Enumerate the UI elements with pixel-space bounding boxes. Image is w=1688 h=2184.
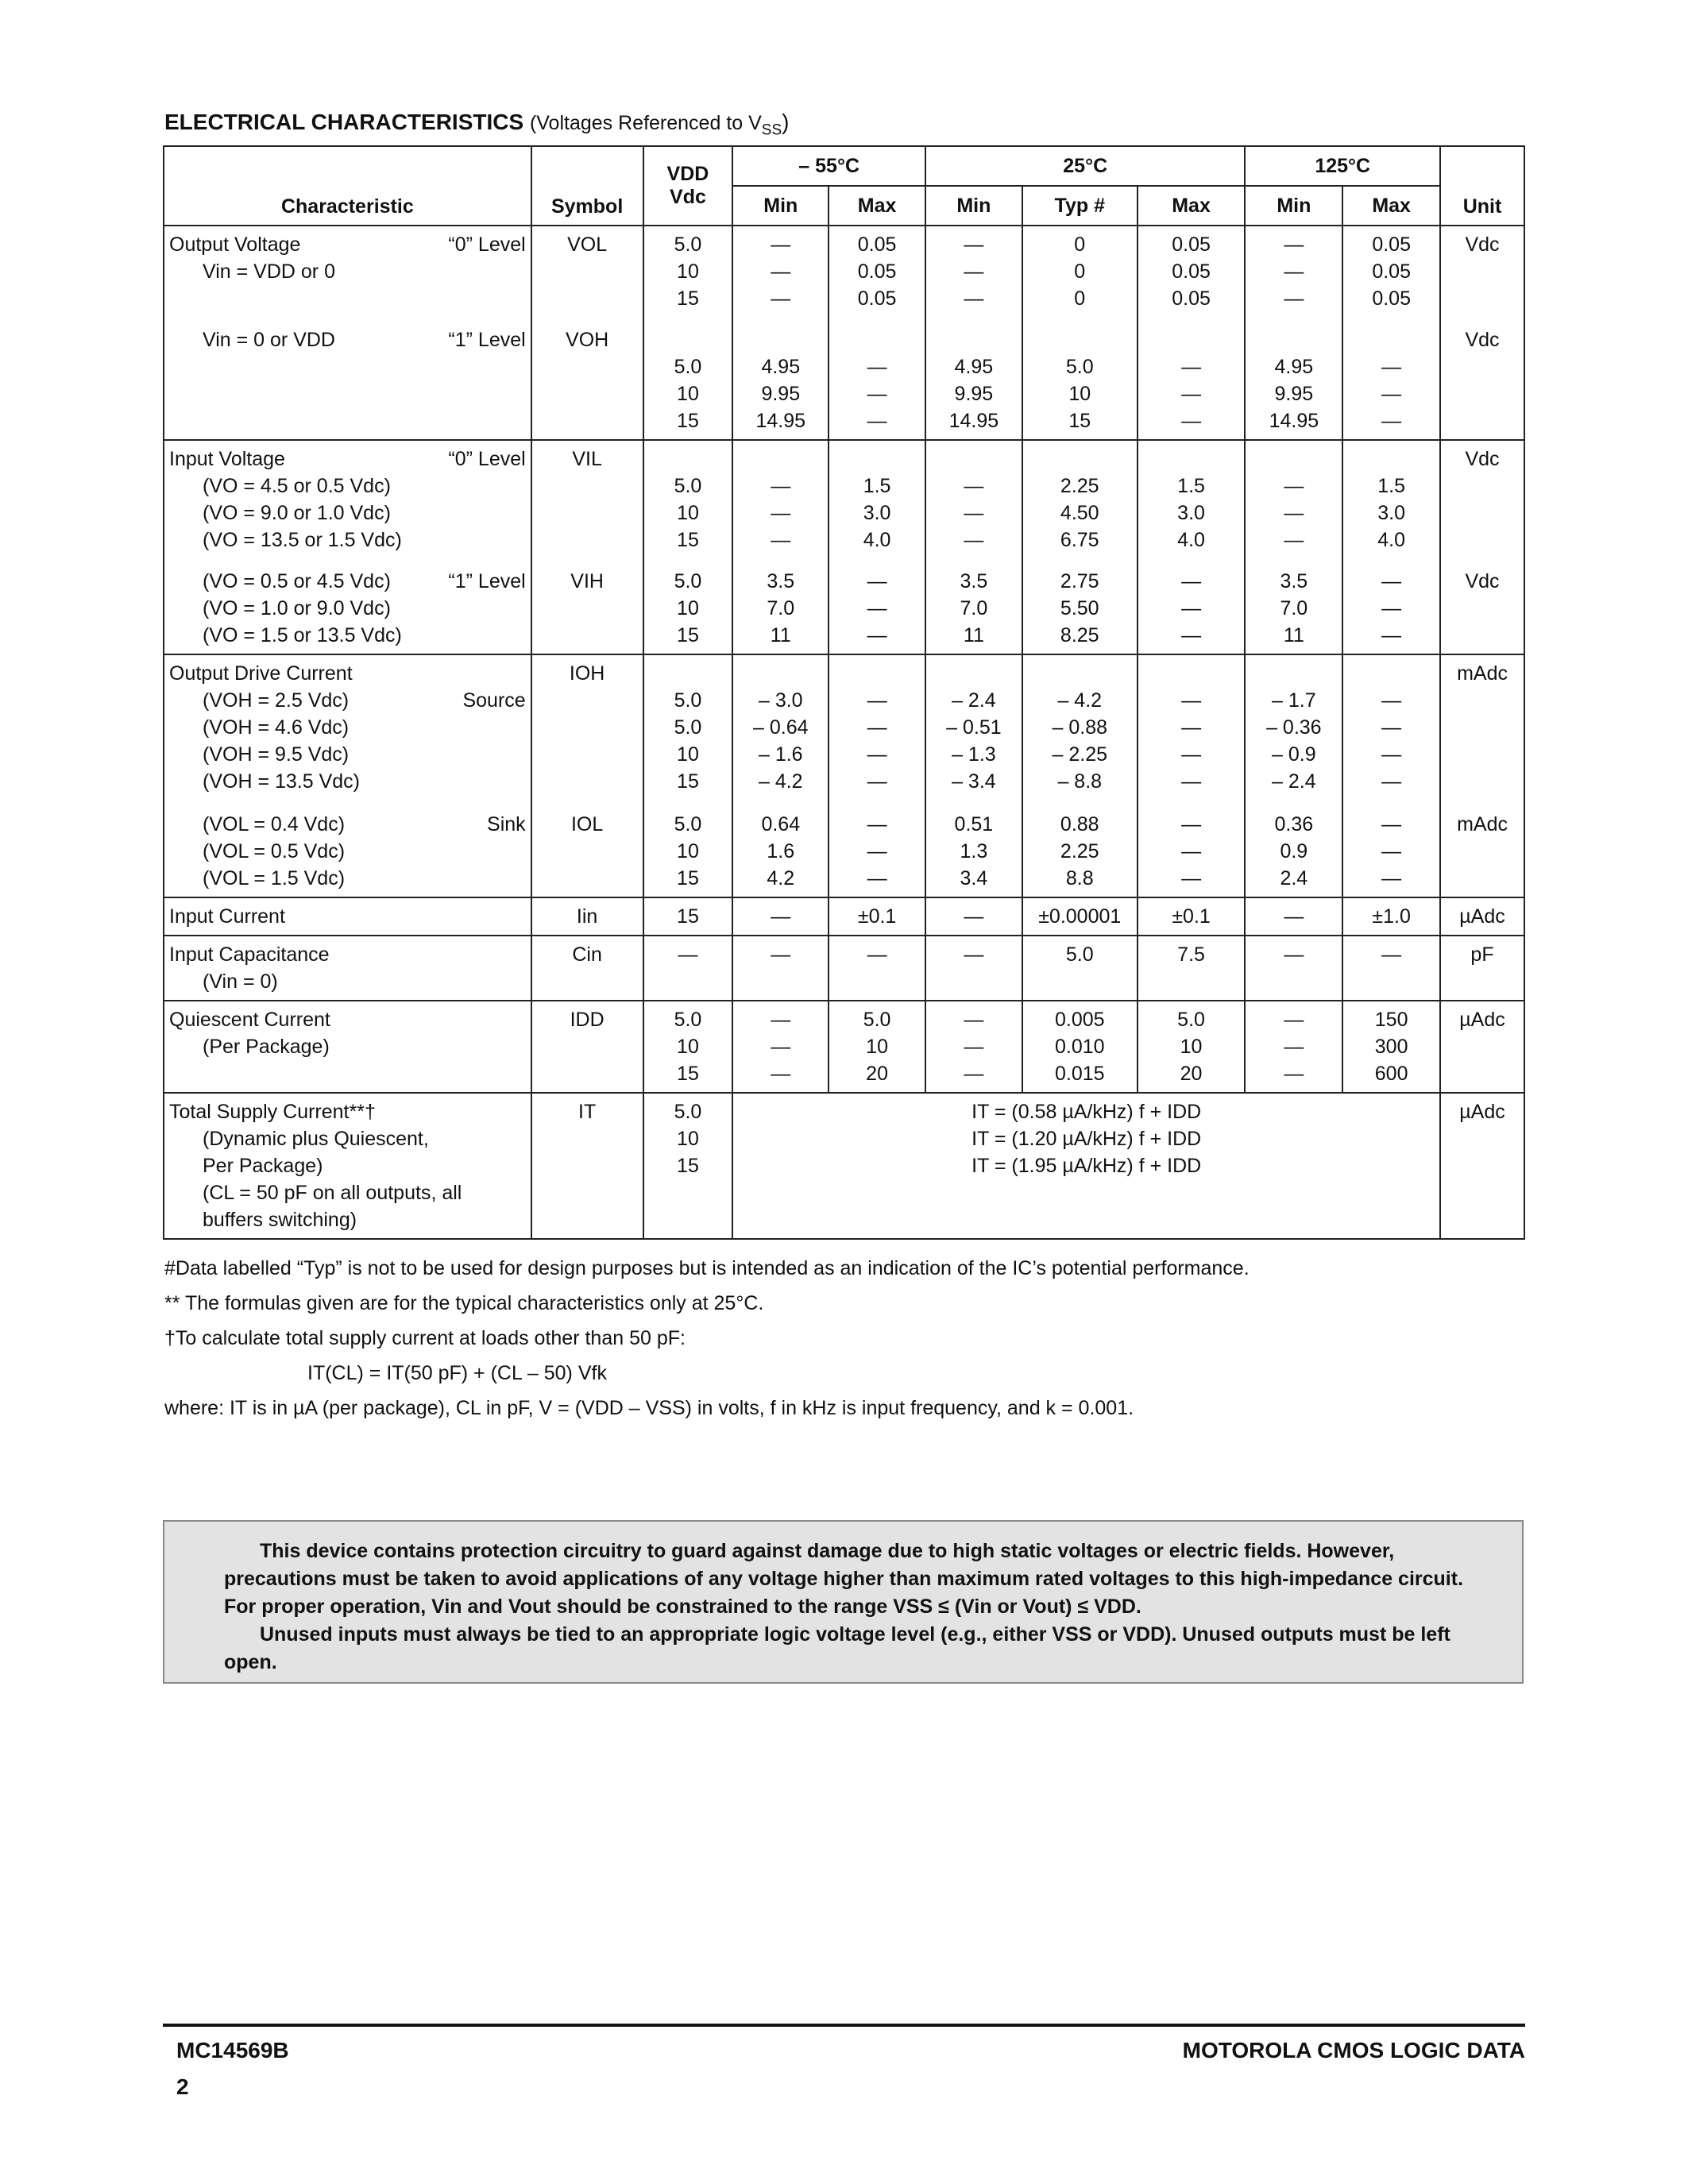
value-cell: – 2.4 – 0.51 – 1.3 – 3.4 0.51 1.3 3.4 [925,654,1022,897]
value-cell: – 4.2 – 0.88 – 2.25 – 8.8 0.88 2.25 8.8 [1022,654,1138,897]
electrical-characteristics-table [163,145,1525,1240]
col-temp-minus55: – 55°C [732,146,925,186]
unit-cell: µAdc [1440,1001,1524,1093]
value-cell: — — — 4.95 9.95 14.95 [925,226,1022,440]
characteristic-cell: Input Current [164,897,531,936]
characteristic-cell: Output Drive Current (VOH = 2.5 Vdc) Source (VOH = 4.6 Vdc) (VOH = 9.5 Vdc) (VOH = 13.5 Vdc) (VOL = 0.4 Vdc) Sink (VOL = 0.5 Vdc) (VOL = 1.5 Vdc) [164,654,531,897]
symbol-cell: Iin [531,897,643,936]
value-cell: — [1342,936,1440,1001]
value-cell: — [1245,897,1342,936]
value-cell: – 1.7 – 0.36 – 0.9 – 2.4 0.36 0.9 2.4 [1245,654,1342,897]
vdd-cell: 5.0 10 15 5.0 10 15 [643,226,733,440]
note-formulas: ** The formulas given are for the typical characteristics only at 25°C. [164,1292,764,1314]
warning-paragraph-2: Unused inputs must always be tied to an appropriate logic voltage level (e.g., either VSS or VDD). Unused outputs must be left open. [224,1623,1450,1673]
value-cell: 0.05 0.05 0.05 — — — [1342,226,1440,440]
table-row-total-supply-current [164,1093,1524,1239]
col-min: Min [1245,186,1342,226]
value-cell: — — — [925,1001,1022,1093]
vdd-cell: 5.0 10 15 [643,1001,733,1093]
value-cell: 7.5 [1138,936,1246,1001]
value-cell: 150 300 600 [1342,1001,1440,1093]
col-max: Max [1138,186,1246,226]
symbol-cell: IT [531,1093,643,1239]
characteristic-cell: Output Voltage “0” Level Vin = VDD or 0 Vin = 0 or VDD “1” Level [164,226,531,440]
table-row-input-capacitance [164,936,1524,1001]
value-cell: — [732,897,829,936]
value-cell: — [732,936,829,1001]
value-cell: ±0.00001 [1022,897,1138,936]
col-max: Max [1342,186,1440,226]
value-cell: — — — [732,1001,829,1093]
value-cell: — [1245,936,1342,1001]
warning-paragraph-1: This device contains protection circuitry to guard against damage due to high static voltages or electric fields. However, precautions must be taken to avoid applications of any voltage higher than maximum rated voltages to this high-impedance circuit. For proper operation, Vin and Vout should be constrained to the range VSS ≤ (Vin or Vout) ≤ VDD. [224,1540,1464,1618]
vdd-cell: 5.0 5.0 10 15 5.0 10 15 [643,654,733,897]
symbol-cell: VOL VOH [531,226,643,440]
characteristic-cell: Input Capacitance (Vin = 0) [164,936,531,1001]
symbol-cell: VIL VIH [531,440,643,654]
col-temp-25: 25°C [925,146,1245,186]
vdd-cell: — [643,936,733,1001]
value-cell: 1.5 3.0 4.0 — — — [1138,440,1246,654]
value-cell: — — — — — — — [1342,654,1440,897]
table-row-input-voltage [164,440,1524,654]
vdd-cell: 5.0 10 15 5.0 10 15 [643,440,733,654]
characteristic-cell: Quiescent Current (Per Package) [164,1001,531,1093]
value-cell: 5.0 [1022,936,1138,1001]
note-total-supply: †To calculate total supply current at loads other than 50 pF: [164,1327,686,1349]
value-cell: — — — 3.5 7.0 11 [1245,440,1342,654]
value-cell: 2.25 4.50 6.75 2.75 5.50 8.25 [1022,440,1138,654]
symbol-cell: IOH IOL [531,654,643,897]
value-cell: — — — 4.95 9.95 14.95 [732,226,829,440]
col-min: Min [732,186,829,226]
unit-cell: pF [1440,936,1524,1001]
value-cell: 1.5 3.0 4.0 — — — [1342,440,1440,654]
value-cell: — [925,897,1022,936]
value-cell: 0.005 0.010 0.015 [1022,1001,1138,1093]
value-cell: — — — — — — — [1138,654,1246,897]
value-cell: ±1.0 [1342,897,1440,936]
value-cell: 0.05 0.05 0.05 — — — [829,226,925,440]
value-cell: – 3.0 – 0.64 – 1.6 – 4.2 0.64 1.6 4.2 [732,654,829,897]
col-unit: Unit [1440,146,1524,226]
footer-page-number: 2 [176,2074,189,2099]
value-cell: — — — 4.95 9.95 14.95 [1245,226,1342,440]
value-cell: 5.0 10 20 [829,1001,925,1093]
footer-rule [163,2024,1525,2027]
footer-brand: MOTOROLA CMOS LOGIC DATA [1182,2038,1525,2062]
header-row-1 [164,146,1524,186]
section-title: ELECTRICAL CHARACTERISTICS (Voltages Referenced to $V_{SS}$) [164,110,790,139]
value-cell: ±0.1 [1138,897,1246,936]
value-cell: — — — 3.5 7.0 11 [925,440,1022,654]
value-cell: — — — [1245,1001,1342,1093]
unit-cell: Vdc Vdc [1440,226,1524,440]
value-cell: 1.5 3.0 4.0 — — — [829,440,925,654]
esd-warning-box [163,1520,1524,1684]
footer-part-number: MC14569B [176,2038,289,2062]
footnotes [164,1251,1250,1426]
value-cell: — [829,936,925,1001]
value-cell: — [925,936,1022,1001]
value-cell: — — — — — — — [829,654,925,897]
note-typ: #Data labelled “Typ” is not to be used for design purposes but is intended as an indication of the IC’s potential performance. [164,1257,1250,1279]
value-cell: 0 0 0 5.0 10 15 [1022,226,1138,440]
table-row-input-current [164,897,1524,936]
table-row-output-voltage [164,226,1524,440]
formula-cell: IT = (0.58 µA/kHz) f + IDD IT = (1.20 µA/kHz) f + IDD IT = (1.95 µA/kHz) f + IDD [732,1093,1440,1239]
col-typ: Typ # [1022,186,1138,226]
col-characteristic: Characteristic [164,146,531,226]
table-row-output-drive-current [164,654,1524,897]
col-vdd: VDD Vdc [643,146,733,226]
table-row-quiescent-current [164,1001,1524,1093]
characteristic-cell: Total Supply Current**† (Dynamic plus Quiescent, Per Package) (CL = 50 pF on all outputs, all buffers switching) [164,1093,531,1239]
vdd-cell: 5.0 10 15 [643,1093,733,1239]
unit-cell: µAdc [1440,1093,1524,1239]
symbol-cell: Cin [531,936,643,1001]
col-temp-125: 125°C [1245,146,1440,186]
unit-cell: µAdc [1440,897,1524,936]
col-symbol: Symbol [531,146,643,226]
col-min: Min [925,186,1022,226]
note-where: where: IT is in µA (per package), CL in pF, V = (VDD – VSS) in volts, f in kHz is input frequency, and k = 0.001. [164,1397,1134,1419]
note-formula: IT(CL) = IT(50 pF) + (CL – 50) Vfk [307,1362,607,1384]
vdd-cell: 15 [643,897,733,936]
value-cell: — — — 3.5 7.0 11 [732,440,829,654]
col-max: Max [829,186,925,226]
unit-cell: mAdc mAdc [1440,654,1524,897]
symbol-cell: IDD [531,1001,643,1093]
characteristic-cell: Input Voltage “0” Level (VO = 4.5 or 0.5 Vdc) (VO = 9.0 or 1.0 Vdc) (VO = 13.5 or 1.5 Vdc) (VO = 0.5 or 4.5 Vdc) “1” Level (VO = 1.0 or 9.0 Vdc) (VO = 1.5 or 13.5 Vdc) [164,440,531,654]
value-cell: 5.0 10 20 [1138,1001,1246,1093]
value-cell: 0.05 0.05 0.05 — — — [1138,226,1246,440]
unit-cell: Vdc Vdc [1440,440,1524,654]
value-cell: ±0.1 [829,897,925,936]
